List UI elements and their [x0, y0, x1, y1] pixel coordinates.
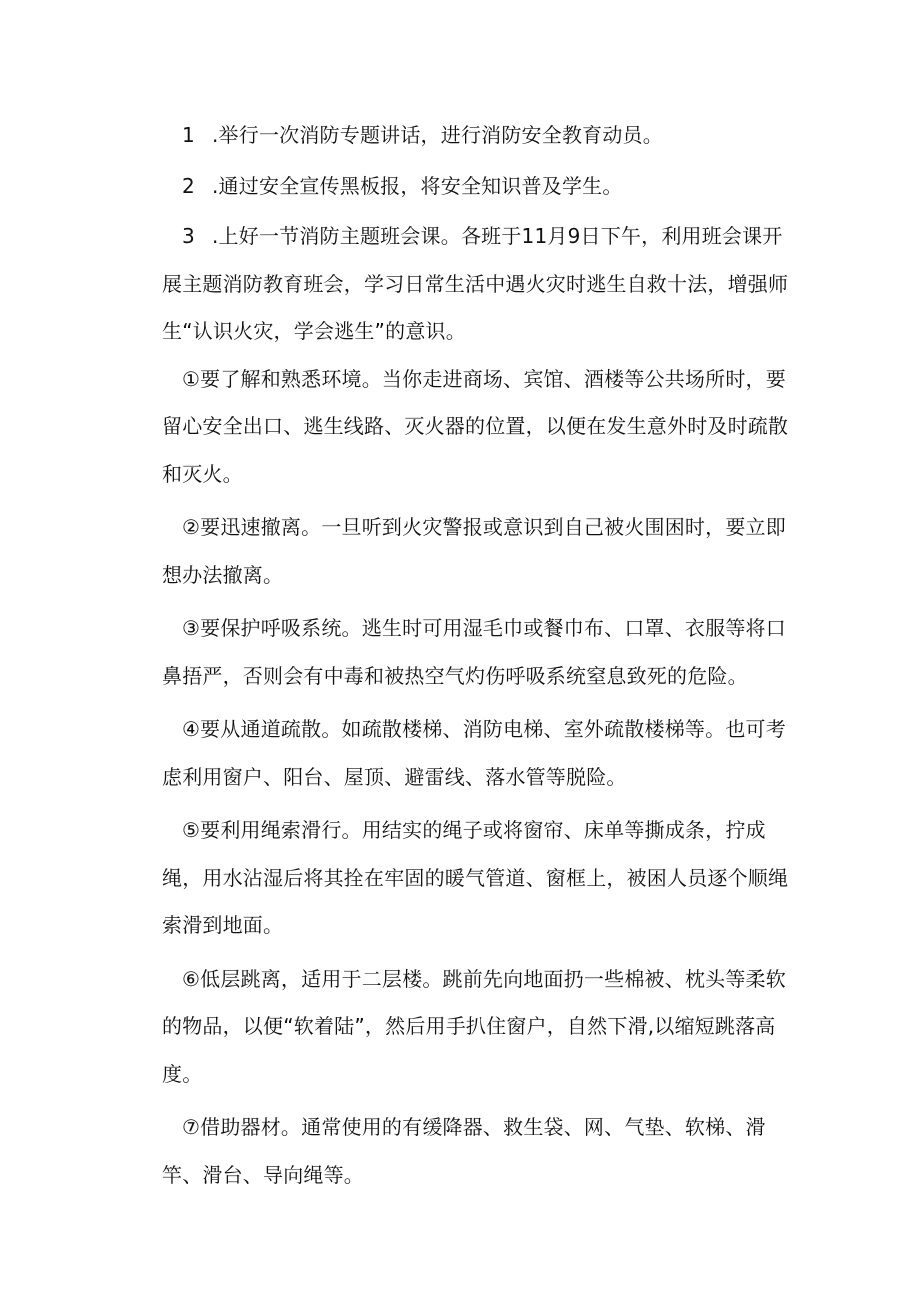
list-item-2 — [162, 163, 802, 211]
tip-paragraph-2: ②要迅速撤离。一旦听到火灾警报或意识到自己被火围困时，要立即想办法撤离。 — [162, 515, 786, 587]
list-text: .通过安全宣传黑板报，将安全知识普及学生。 — [212, 173, 623, 198]
tip-paragraph-7: ⑦借助器材。通常使用的有缓降器、救生袋、网、气垫、软梯、滑竿、滑台、导向绳等。 — [162, 1115, 766, 1187]
list-item-1 — [162, 112, 802, 160]
list-item-3 — [162, 213, 802, 356]
list-text: .上好一节消防主题班会课。各班于11月9日下午，利用班会课开展主题消防教育班会，学习日常生活中遇火灾时逃生自救十法，增强师生“认识火灾，学会逃生”的意识。 — [162, 224, 789, 343]
list-number: 2 — [182, 173, 195, 198]
tip-paragraph-6: ⑥低层跳离，适用于二层楼。跳前先向地面扔一些棉被、枕头等柔软的物品，以便“软着陆”，然后用手扒住窗户，自然下滑,以缩短跳落高度。 — [162, 966, 786, 1086]
tip-paragraph-4: ④要从通道疏散。如疏散楼梯、消防电梯、室外疏散楼梯等。也可考虑利用窗户、阳台、屋顶、避雷线、落水管等脱险。 — [162, 717, 786, 789]
tip-paragraph-1: ①要了解和熟悉环境。当你走进商场、宾馆、酒楼等公共场所时，要留心安全出口、逃生线路、灭火器的位置，以便在发生意外时及时疏散和灭火。 — [162, 366, 789, 486]
tip-paragraph-5: ⑤要利用绳索滑行。用结实的绳子或将窗帘、床单等撕成条，拧成绳，用水沾湿后将其拴在牢固的暖气管道、窗框上，被困人员逐个顺绳索滑到地面。 — [162, 818, 789, 937]
list-text: .举行一次消防专题讲话，进行消防安全教育动员。 — [212, 123, 663, 147]
list-number: 3 — [182, 224, 195, 248]
tip-paragraph-3: ③要保护呼吸系统。逃生时可用湿毛巾或餐巾布、口罩、衣服等将口鼻捂严，否则会有中毒和被热空气灼伤呼吸系统窒息致死的危险。 — [162, 616, 786, 688]
document-body — [162, 112, 802, 1205]
list-number: 1 — [182, 123, 195, 147]
